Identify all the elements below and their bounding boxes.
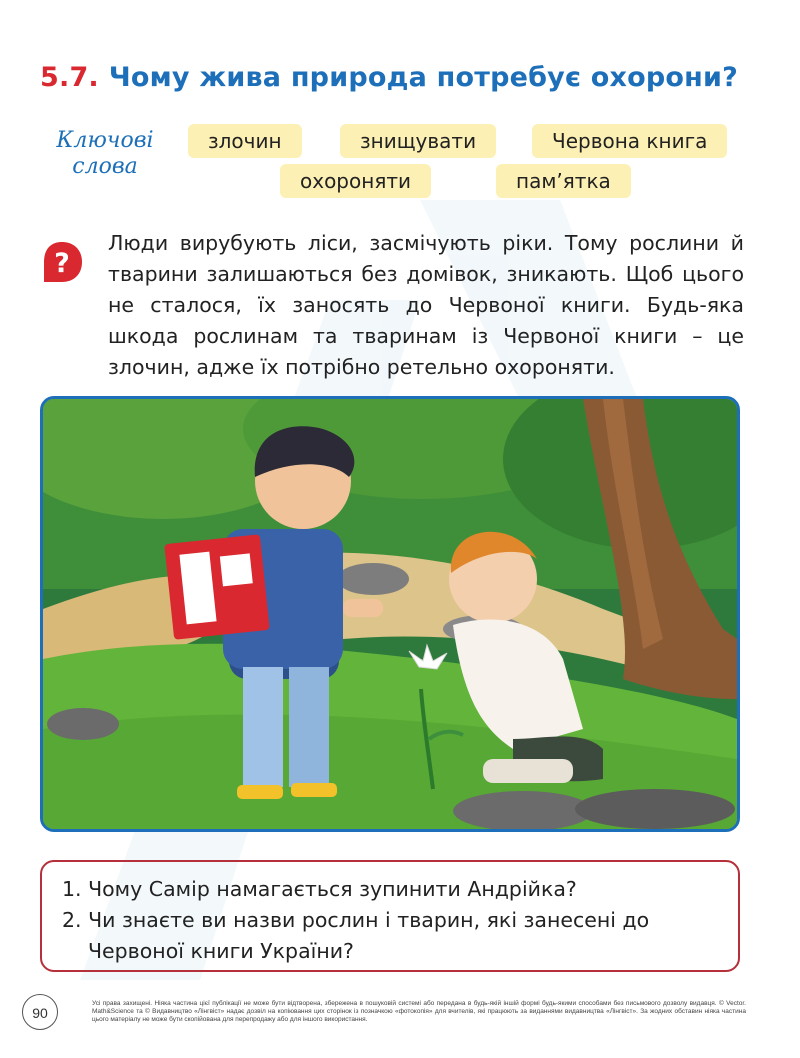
scene-children-in-forest: [43, 399, 737, 829]
questions-list: [62, 874, 718, 967]
keyword-chip: охороняти: [280, 164, 431, 198]
question-icon: [40, 240, 84, 284]
keywords-label: [40, 128, 170, 180]
section-title: Чому жива природа потребує охорони?: [108, 62, 738, 93]
page-title: [40, 62, 738, 93]
keyword-chip: Червона книга: [532, 124, 727, 158]
illustration: [40, 396, 740, 832]
keyword-chip: злочин: [188, 124, 302, 158]
keywords-label-line1: Ключові: [56, 128, 154, 153]
keyword-chip: пам’ятка: [496, 164, 631, 198]
question-item: 2. Чи знаєте ви назви рослин і тварин, які занесені до Червоної книги України?: [62, 908, 650, 963]
question-item: 1. Чому Самір намагається зупинити Андрійка?: [62, 877, 577, 901]
svg-text:?: ?: [54, 248, 70, 279]
red-book: [164, 534, 270, 640]
keywords-label-line2: слова: [72, 154, 138, 179]
section-number: 5.7.: [40, 62, 99, 93]
page-number: 90: [22, 994, 58, 1030]
keyword-chip: знищувати: [340, 124, 496, 158]
questions-box: [40, 860, 740, 972]
copyright-notice: Усі права захищені. Ніяка частина цієї публікації не може бути відтворена, збережена в пошуковій системі або передана в будь-якій іншій формі будь-якими способами без письмового дозволу видавця. © Vector. Math&Science та © Видавництво «Лінгвіст» надає дозвіл на копіювання цих сторінок із позначкою «фотокопія» для вчителів, які працюють за виданнями видавництва «Лінгвіст». За жодних обставин ніяка частина цього матеріалу не може бути скопійована для перепродажу або для іншого використання.: [92, 1000, 746, 1023]
intro-paragraph: Люди вирубують ліси, засмічують ріки. Тому рослини й тварини залишаються без домівок, зникають. Щоб цього не сталося, їх заносять до Червоної книги. Будь-яка шкода рослинам та тваринам із Червоної книги – це злочин, адже їх потрібно ретельно охороняти.: [108, 231, 744, 379]
